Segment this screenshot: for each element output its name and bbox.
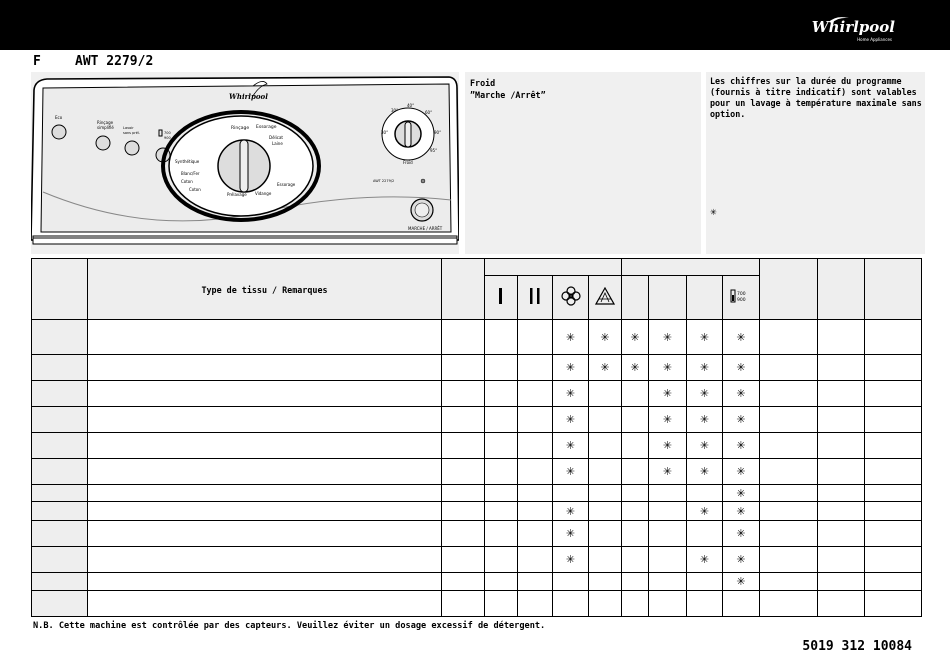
table-cell-value [760, 320, 818, 355]
svg-text:Froid: Froid [403, 160, 413, 165]
control-panel-illustration [31, 72, 459, 254]
asterisk-mark: ✳ [565, 465, 576, 478]
table-cell-mark [485, 502, 518, 521]
asterisk-mark: ✳ [699, 413, 710, 426]
svg-text:30°: 30° [381, 130, 389, 135]
table-cell-mark [518, 591, 553, 617]
svg-text:700: 700 [737, 292, 746, 297]
table-cell-mark [723, 433, 760, 459]
table-cell-mark [687, 502, 723, 521]
table-cell-mark [649, 485, 687, 502]
table-cell-prog-no [32, 573, 88, 591]
table-header-energy [865, 259, 922, 320]
table-cell-mark [485, 591, 518, 617]
table-cell-value [818, 485, 865, 502]
table-cell-mark [687, 485, 723, 502]
table-cell-mark [622, 381, 649, 407]
table-cell-mark [589, 459, 622, 485]
table-row [32, 407, 922, 433]
table-cell-prog-no [32, 459, 88, 485]
table-row [32, 381, 922, 407]
table-header-temp [442, 259, 485, 320]
asterisk-mark: ✳ [662, 439, 673, 452]
table-cell-mark [589, 502, 622, 521]
table-cell-mark [622, 521, 649, 547]
svg-text:Eco: Eco [55, 115, 63, 120]
asterisk-mark: ✳ [565, 504, 576, 518]
table-cell-value [865, 521, 922, 547]
table-cell-mark [687, 573, 723, 591]
table-header-load [760, 259, 818, 320]
table-cell-value [760, 547, 818, 573]
table-cell-mark [723, 485, 760, 502]
svg-text:Rinçage: Rinçage [231, 126, 250, 131]
table-cell-mark [687, 521, 723, 547]
spin-speed-icon [730, 288, 752, 304]
table-cell-mark [687, 320, 723, 355]
table-cell-fabric [88, 502, 442, 521]
asterisk-mark: ✳ [736, 361, 746, 374]
table-cell-mark [723, 381, 760, 407]
table-cell-temp [442, 502, 485, 521]
table-cell-mark [553, 320, 589, 355]
asterisk-mark: ✳ [565, 553, 576, 566]
asterisk-mark: ✳ [565, 387, 576, 400]
table-header-spin [723, 276, 760, 320]
table-cell-value [865, 381, 922, 407]
asterisk-mark: ✳ [736, 413, 746, 426]
svg-text:90°: 90° [434, 130, 442, 135]
table-cell-mark [518, 547, 553, 573]
svg-text:Vidange: Vidange [255, 191, 272, 196]
table-cell-mark [553, 407, 589, 433]
asterisk-mark: ✳ [736, 527, 746, 540]
table-cell-temp [442, 433, 485, 459]
table-cell-mark [622, 407, 649, 433]
svg-text:700: 700 [164, 131, 171, 135]
table-cell-mark [723, 502, 760, 521]
table-header-option1 [622, 276, 649, 320]
table-cell-mark [518, 320, 553, 355]
table-cell-mark [553, 433, 589, 459]
asterisk-mark: ✳ [662, 361, 673, 374]
asterisk-mark: ✳ [662, 413, 673, 426]
table-cell-mark [589, 355, 622, 381]
table-cell-mark [649, 502, 687, 521]
table-cell-fabric [88, 320, 442, 355]
table-cell-value [865, 547, 922, 573]
svg-text:Synthétique: Synthétique [175, 159, 200, 164]
table-cell-mark [622, 433, 649, 459]
table-cell-prog-no [32, 355, 88, 381]
table-cell-mark [589, 521, 622, 547]
table-cell-fabric [88, 355, 442, 381]
asterisk-mark: ✳ [565, 330, 576, 344]
table-cell-temp [442, 521, 485, 547]
table-cell-value [818, 459, 865, 485]
table-cell-value [818, 573, 865, 591]
info-marche-arret: ”Marche /Arrêt” [470, 90, 546, 100]
table-cell-prog-no [32, 381, 88, 407]
table-cell-mark [649, 381, 687, 407]
svg-text:AWT 2279/2: AWT 2279/2 [373, 179, 395, 183]
table-cell-fabric [88, 521, 442, 547]
asterisk-mark: ✳ [699, 553, 710, 566]
model-name: AWT 2279/2 [75, 54, 154, 69]
svg-text:sans prél.: sans prél. [123, 131, 140, 135]
table-cell-mark [553, 591, 589, 617]
table-cell-mark [687, 547, 723, 573]
table-cell-mark [589, 381, 622, 407]
asterisk-mark: ✳ [736, 465, 746, 478]
table-cell-mark [589, 433, 622, 459]
table-cell-fabric [88, 433, 442, 459]
table-cell-value [865, 591, 922, 617]
table-cell-prog-no [32, 485, 88, 502]
table-cell-value [818, 591, 865, 617]
triangle-icon [595, 287, 615, 305]
table-cell-mark [622, 502, 649, 521]
table-cell-value [865, 433, 922, 459]
table-cell-mark [649, 591, 687, 617]
asterisk-mark: ✳ [699, 439, 710, 452]
asterisk-mark: ✳ [699, 465, 710, 478]
table-cell-value [760, 521, 818, 547]
table-cell-mark [518, 485, 553, 502]
brand-subtitle: Home Appliances [857, 37, 892, 42]
table-cell-mark [622, 485, 649, 502]
table-cell-mark [649, 459, 687, 485]
svg-text:60°: 60° [425, 110, 433, 115]
table-cell-prog-no [32, 591, 88, 617]
table-cell-mark [687, 433, 723, 459]
table-cell-value [760, 433, 818, 459]
asterisk-mark: ✳ [736, 553, 746, 566]
table-cell-value [865, 573, 922, 591]
table-cell-mark [518, 433, 553, 459]
asterisk-mark: ✳ [699, 387, 710, 400]
table-row [32, 547, 922, 573]
washing-machine-panel-drawing [31, 72, 459, 254]
table-cell-mark [518, 573, 553, 591]
table-cell-fabric [88, 485, 442, 502]
table-cell-mark [687, 591, 723, 617]
table-cell-value [818, 521, 865, 547]
table-cell-value [865, 407, 922, 433]
asterisk-mark: ✳ [736, 439, 746, 452]
flower-icon [561, 286, 581, 306]
table-header-wash [518, 276, 553, 320]
table-cell-mark [485, 433, 518, 459]
table-cell-value [760, 459, 818, 485]
table-cell-mark [553, 573, 589, 591]
table-cell-mark [687, 381, 723, 407]
table-cell-fabric [88, 547, 442, 573]
table-cell-mark [622, 591, 649, 617]
table-cell-value [818, 407, 865, 433]
table-cell-temp [442, 591, 485, 617]
table-cell-mark [622, 573, 649, 591]
table-cell-prog-no [32, 407, 88, 433]
table-cell-mark [687, 459, 723, 485]
table-cell-fabric [88, 591, 442, 617]
table-cell-temp [442, 485, 485, 502]
asterisk-mark: ✳ [600, 330, 610, 344]
table-cell-mark [553, 521, 589, 547]
table-cell-fabric [88, 573, 442, 591]
svg-text:30°: 30° [391, 108, 399, 113]
table-cell-value [760, 407, 818, 433]
table-cell-mark [485, 459, 518, 485]
asterisk-mark: ✳ [699, 504, 710, 518]
info-duration-note: Les chiffres sur la durée du programme (fournis à titre indicatif) sont valables pour un lavage à température maximale sans option. [710, 76, 922, 119]
table-cell-mark [649, 320, 687, 355]
info-froid: Froid [470, 78, 496, 88]
table-cell-temp [442, 407, 485, 433]
table-cell-mark [553, 502, 589, 521]
table-row [32, 521, 922, 547]
table-cell-mark [518, 459, 553, 485]
table-cell-mark [589, 485, 622, 502]
table-cell-mark [485, 547, 518, 573]
table-cell-mark [485, 407, 518, 433]
table-row [32, 320, 922, 355]
table-cell-value [760, 485, 818, 502]
table-header-prewash [485, 276, 518, 320]
table-cell-mark [649, 433, 687, 459]
asterisk-mark: ✳ [662, 465, 673, 478]
svg-text:Essorage: Essorage [277, 182, 296, 187]
asterisk-mark: ✳ [736, 486, 746, 500]
asterisk-mark: ✳ [565, 439, 576, 452]
table-cell-mark [723, 459, 760, 485]
asterisk-mark: ✳ [736, 387, 746, 400]
table-cell-mark [518, 355, 553, 381]
table-cell-mark [649, 407, 687, 433]
table-row [32, 485, 922, 502]
table-header-option-group [622, 259, 760, 276]
table-cell-mark [649, 547, 687, 573]
table-cell-value [818, 502, 865, 521]
prewash-compartment-icon [497, 287, 505, 305]
table-cell-mark [553, 547, 589, 573]
svg-text:Laine: Laine [272, 141, 283, 146]
table-cell-mark [553, 355, 589, 381]
table-cell-temp [442, 381, 485, 407]
footer-note: N.B. Cette machine est contrôlée par des capteurs. Veuillez éviter un dosage excessif de détergent. [33, 621, 546, 631]
table-cell-value [760, 573, 818, 591]
asterisk-mark: ✳ [600, 361, 610, 374]
table-cell-prog-no [32, 521, 88, 547]
svg-text:Coton: Coton [189, 187, 201, 192]
asterisk-mark: ✳ [565, 527, 576, 540]
svg-text:95°: 95° [430, 148, 438, 153]
table-cell-mark [687, 407, 723, 433]
program-table [31, 258, 922, 617]
table-cell-prog-no [32, 547, 88, 573]
table-cell-mark [589, 591, 622, 617]
table-row [32, 433, 922, 459]
svg-text:MARCHE / ARRÊT: MARCHE / ARRÊT [408, 226, 443, 231]
table-cell-mark [518, 521, 553, 547]
svg-text:Lavoir: Lavoir [123, 126, 134, 130]
svg-text:simplifié: simplifié [97, 125, 114, 130]
svg-text:40°: 40° [407, 103, 415, 108]
table-cell-mark [589, 320, 622, 355]
table-cell-value [818, 433, 865, 459]
table-cell-temp [442, 320, 485, 355]
asterisk-mark: ✳ [662, 330, 673, 344]
asterisk-mark: ✳ [630, 330, 640, 344]
table-cell-mark [649, 521, 687, 547]
table-cell-prog-no [32, 502, 88, 521]
table-cell-mark [723, 407, 760, 433]
table-cell-mark [723, 320, 760, 355]
svg-text:900: 900 [737, 298, 746, 303]
table-cell-mark [553, 485, 589, 502]
table-row [32, 355, 922, 381]
table-cell-mark [723, 591, 760, 617]
info-panel-right [706, 72, 925, 254]
table-cell-mark [649, 355, 687, 381]
footnote-mark: ✳ [710, 205, 717, 218]
info-panel-left [465, 72, 701, 254]
table-cell-mark [589, 407, 622, 433]
table-header-fabric: Type de tissu / Remarques [88, 259, 442, 320]
table-cell-mark [485, 573, 518, 591]
table-cell-mark [485, 320, 518, 355]
table-row [32, 502, 922, 521]
document-code: 5019 312 10084 [802, 639, 912, 654]
asterisk-mark: ✳ [699, 330, 710, 344]
table-cell-value [760, 381, 818, 407]
table-cell-mark [589, 573, 622, 591]
table-cell-mark [589, 547, 622, 573]
wash-compartment-icon [528, 287, 542, 305]
asterisk-mark: ✳ [662, 387, 673, 400]
svg-text:Coton: Coton [181, 179, 193, 184]
table-cell-mark [518, 407, 553, 433]
asterisk-mark: ✳ [699, 361, 710, 374]
table-cell-mark [553, 381, 589, 407]
table-cell-value [865, 355, 922, 381]
table-header-duration [818, 259, 865, 320]
table-cell-mark [723, 547, 760, 573]
table-cell-mark [723, 521, 760, 547]
table-cell-temp [442, 547, 485, 573]
table-cell-mark [485, 355, 518, 381]
table-row [32, 591, 922, 617]
asterisk-mark: ✳ [565, 361, 576, 374]
table-cell-mark [723, 355, 760, 381]
svg-text:900: 900 [164, 136, 171, 140]
table-cell-mark [518, 381, 553, 407]
table-cell-value [818, 320, 865, 355]
table-cell-fabric [88, 459, 442, 485]
table-cell-prog-no [32, 320, 88, 355]
table-cell-value [818, 381, 865, 407]
table-row [32, 573, 922, 591]
table-cell-mark [553, 459, 589, 485]
table-header-softener [553, 276, 589, 320]
table-cell-temp [442, 459, 485, 485]
asterisk-mark: ✳ [736, 504, 746, 518]
table-cell-mark [622, 459, 649, 485]
asterisk-mark: ✳ [736, 330, 746, 344]
table-cell-value [760, 591, 818, 617]
table-cell-temp [442, 573, 485, 591]
table-header-detergent-group [485, 259, 622, 276]
table-header-bleach [589, 276, 622, 320]
svg-text:Blanc/Fer: Blanc/Fer [181, 171, 200, 176]
asterisk-mark: ✳ [736, 575, 746, 588]
header-bar [0, 0, 950, 50]
asterisk-mark: ✳ [565, 413, 576, 426]
table-cell-value [865, 459, 922, 485]
table-cell-mark [485, 381, 518, 407]
svg-text:Prélavage: Prélavage [227, 192, 247, 197]
brand-logo: Whirlpool [811, 18, 895, 36]
table-cell-fabric [88, 381, 442, 407]
table-cell-mark [518, 502, 553, 521]
table-cell-value [818, 355, 865, 381]
table-cell-mark [485, 521, 518, 547]
table-cell-value [865, 485, 922, 502]
svg-text:Essorage: Essorage [256, 125, 277, 130]
table-cell-mark [687, 355, 723, 381]
table-header-option3 [687, 276, 723, 320]
table-cell-mark [723, 573, 760, 591]
country-code: F [33, 54, 41, 69]
svg-text:Whirlpool: Whirlpool [229, 92, 268, 101]
table-cell-mark [485, 485, 518, 502]
table-cell-value [760, 355, 818, 381]
table-header-option2 [649, 276, 687, 320]
table-cell-value [865, 502, 922, 521]
svg-text:Délicat: Délicat [269, 135, 283, 140]
table-cell-fabric [88, 407, 442, 433]
table-cell-mark [622, 547, 649, 573]
table-row [32, 459, 922, 485]
table-cell-mark [649, 573, 687, 591]
table-cell-mark [622, 320, 649, 355]
table-cell-value [865, 320, 922, 355]
table-cell-temp [442, 355, 485, 381]
svg-text:Rinçage: Rinçage [97, 120, 114, 125]
asterisk-mark: ✳ [630, 361, 640, 374]
table-cell-value [818, 547, 865, 573]
table-cell-mark [622, 355, 649, 381]
table-header-prog-no [32, 259, 88, 320]
table-cell-prog-no [32, 433, 88, 459]
table-cell-value [760, 502, 818, 521]
